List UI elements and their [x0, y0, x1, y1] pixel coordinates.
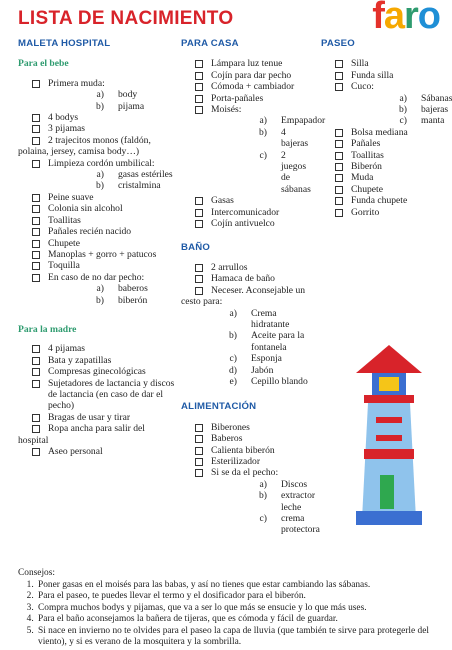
sub-item-marker: a) [259, 115, 267, 127]
lighthouse-stripe [364, 449, 414, 459]
item-label: Bragas de usar y tirar [48, 411, 131, 423]
sub-item [259, 513, 320, 536]
item-label: Hamaca de baño [211, 273, 275, 285]
item-label: Cuco: [351, 81, 374, 93]
checklist-item[interactable] [18, 135, 176, 158]
checklist-item[interactable] [181, 195, 311, 206]
item-label: Cojín antivuelco [211, 218, 275, 230]
checklist-item[interactable] [321, 81, 452, 127]
sub-item [259, 115, 326, 127]
item-label: Moisés: [211, 104, 242, 116]
sub-item [96, 295, 176, 306]
sub-item-label: body [118, 89, 138, 101]
item-label: Cómoda + cambiador [211, 81, 295, 93]
item-label: Gasas [211, 195, 234, 207]
sub-item-marker: c) [259, 513, 267, 525]
item-label: Calienta biberón [211, 444, 275, 456]
item-label: Compresas ginecológicas [48, 366, 146, 378]
sub-item [229, 365, 311, 376]
sub-item [399, 115, 443, 126]
checklist-item[interactable] [181, 207, 311, 218]
sub-item [229, 353, 311, 364]
item-label: Sujetadores de lactancia y discos de lactancia (en caso de dar el pecho) [48, 377, 175, 412]
checklist-item[interactable] [181, 433, 311, 444]
consejo-item: 4. Para el baño aconsejamos la bañera de tijeras, que es cómoda y fácil de guardar. [36, 614, 438, 626]
consejo-item: 5. Si nace en invierno no te olvides para el paseo la capa de lluvia (que también te sirve para protegerle del viento), y si es verano de la mosquitera y la sombrilla. [36, 626, 438, 649]
logo-letter-o: o [417, 0, 440, 37]
checklist-item[interactable] [181, 70, 311, 81]
sub-item [259, 150, 311, 196]
sub-item-marker: a) [229, 307, 237, 319]
checklist-item[interactable] [18, 192, 176, 203]
checklist-item[interactable] [18, 203, 176, 214]
checklist-item[interactable] [18, 249, 176, 260]
checklist-item[interactable] [18, 343, 176, 354]
checklist-item[interactable] [18, 355, 176, 366]
consejo-item: 1. Poner gasas en el moisés para las babas, y así no tienes que estar cambiando las sábanas. [36, 580, 438, 592]
item-label: 2 arrullos [211, 261, 248, 273]
checklist-item[interactable] [18, 112, 176, 123]
item-label: Primera muda: [48, 77, 105, 89]
checklist-item[interactable] [321, 58, 443, 69]
checklist-item[interactable] [181, 467, 320, 536]
sub-item-label: gasas estériles [118, 169, 173, 181]
lighthouse-gallery [364, 395, 414, 403]
item-label: Neceser. Aconsejable un cesto para: [181, 284, 306, 308]
item-label: Lámpara luz tenue [211, 58, 283, 70]
sub-item [229, 330, 311, 353]
sub-item-label: crema protectora [281, 513, 320, 536]
section-heading-paseo: PASEO [321, 38, 355, 49]
checklist-item[interactable] [321, 150, 443, 161]
sub-item [399, 104, 449, 116]
sub-item-label: 2 juegos de sábanas [281, 149, 311, 195]
checklist-item[interactable] [181, 456, 311, 467]
subsection-heading-bebe: Para el bebe [18, 58, 69, 70]
sub-item-marker: b) [399, 104, 407, 116]
column-paseo [321, 38, 452, 218]
checklist-item[interactable] [321, 172, 443, 183]
sub-item [96, 180, 176, 191]
consejo-item: 3. Compra muchos bodys y pijamas, que va a ser lo que más se ensucie y lo que más uses. [36, 603, 438, 615]
sub-item-label: baberos [118, 283, 148, 295]
checklist-item[interactable] [181, 104, 326, 195]
sub-item [399, 92, 452, 104]
item-label: En caso de no dar pecho: [48, 271, 145, 283]
item-label: Aseo personal [48, 446, 103, 457]
checklist-item[interactable] [181, 262, 311, 273]
sub-list [211, 115, 326, 195]
sub-item-marker: b) [96, 294, 104, 306]
checklist-item[interactable] [18, 238, 176, 249]
item-label: Porta-pañales [211, 92, 264, 104]
sub-item [96, 89, 176, 100]
checklist-item[interactable] [18, 215, 176, 226]
sub-item-marker: e) [229, 375, 237, 387]
checklist-item[interactable] [18, 272, 176, 306]
item-label: Pañales [351, 138, 381, 150]
sub-item-marker: c) [229, 353, 237, 365]
sub-list [351, 92, 452, 127]
checklist-item[interactable] [321, 195, 443, 206]
lighthouse-illustration [354, 343, 424, 533]
item-label: Biberones [211, 421, 250, 433]
sub-item [96, 169, 176, 180]
checklist-madre [18, 343, 176, 457]
sub-item-label: Jabón [251, 364, 274, 376]
checklist-item[interactable] [18, 378, 176, 412]
sub-item [229, 308, 311, 331]
sub-item-marker: b) [259, 126, 267, 138]
lighthouse-roof [356, 345, 422, 373]
checklist-item[interactable] [321, 70, 443, 81]
item-label: Esterilizador [211, 456, 261, 467]
sub-list [48, 283, 176, 306]
consejos-heading: Consejos: [18, 568, 55, 578]
sub-item-label: Discos [281, 478, 308, 490]
sub-item-marker: b) [229, 330, 237, 342]
item-label: Cojín para dar pecho [211, 69, 292, 81]
faro-logo [372, 0, 440, 36]
sub-item-marker: b) [96, 100, 104, 112]
item-label: Toallitas [48, 214, 81, 226]
checklist-paseo [321, 58, 452, 218]
checklist-item[interactable] [321, 207, 443, 218]
sub-item-marker: a) [96, 169, 104, 181]
sub-item-marker: a) [96, 283, 104, 295]
item-label: Pañales recién nacido [48, 226, 132, 238]
checklist-item[interactable] [181, 445, 311, 456]
checklist-alimentacion [181, 421, 320, 536]
item-label: Bolsa mediana [351, 126, 408, 138]
logo-letter-a: a [383, 0, 404, 37]
item-label: Funda chupete [351, 195, 408, 207]
sub-item [96, 283, 176, 294]
section-heading-alimentacion: ALIMENTACIÓN [181, 401, 257, 413]
section-heading-maleta: MALETA HOSPITAL [18, 38, 111, 49]
checklist-item[interactable] [321, 184, 443, 195]
item-label: 4 pijamas [48, 343, 86, 355]
sub-item-marker: c) [399, 115, 407, 127]
sub-item-label: Esponja [251, 353, 282, 365]
lighthouse-base [356, 511, 422, 525]
item-label: Baberos [211, 433, 243, 445]
sub-item-marker: a) [96, 89, 104, 101]
consejo-item: 2. Para el paseo, te puedes llevar el termo y el dosificador para el biberón. [36, 591, 438, 603]
checklist-item[interactable] [18, 446, 176, 457]
item-label: Chupete [351, 183, 383, 195]
item-label: Intercomunicador [211, 206, 280, 218]
sub-list [211, 478, 320, 536]
checklist-item[interactable] [181, 58, 311, 69]
logo-letter-f: f [372, 0, 384, 37]
sub-item-label: bajeras [421, 104, 449, 116]
item-label: 2 trajecitos monos (faldón, polaina, jersey, camisa body…) [18, 134, 151, 158]
checklist-item[interactable] [181, 422, 311, 433]
sub-item-label: Aceite para la fontanela [251, 330, 305, 353]
page-title: LISTA DE NACIMIENTO [18, 8, 234, 29]
logo-letter-r: r [403, 0, 418, 37]
sub-item [229, 376, 311, 387]
checklist-item[interactable] [18, 260, 176, 271]
subsection-heading-madre: Para la madre [18, 323, 77, 335]
sub-item-marker: d) [229, 364, 237, 376]
item-label: Colonia sin alcohol [48, 203, 123, 215]
item-label: Funda silla [351, 69, 394, 81]
item-label: Gorrito [351, 206, 380, 218]
item-label: 4 bodys [48, 112, 79, 124]
item-label: Biberón [351, 161, 382, 173]
sub-item-label: Cepillo blando [251, 375, 308, 387]
sub-item [259, 127, 311, 150]
consejos-section [18, 568, 438, 649]
checklist-item[interactable] [18, 123, 176, 134]
section-heading-casa: PARA CASA [181, 38, 239, 49]
sub-item-marker: a) [399, 92, 407, 104]
item-label: Muda [351, 172, 374, 184]
checklist-item[interactable] [321, 138, 443, 149]
sub-item-marker: a) [259, 478, 267, 490]
checklist-item[interactable] [181, 273, 311, 284]
sub-item-label: Crema hidratante [251, 307, 290, 330]
checklist-item[interactable] [18, 158, 176, 192]
item-label: Toquilla [48, 260, 80, 272]
checklist-bebe [18, 78, 176, 306]
sub-item-label: cristalmina [118, 180, 161, 192]
checklist-item[interactable] [18, 423, 176, 446]
checklist-casa [181, 58, 326, 230]
sub-item-label: manta [421, 115, 445, 127]
sub-item-label: biberón [118, 294, 148, 306]
sub-item-label: Sábanas [421, 92, 452, 104]
column-maleta-hospital [18, 38, 176, 457]
sub-item [96, 101, 176, 112]
sub-list [48, 89, 176, 112]
sub-item [259, 479, 311, 490]
column-para-casa [181, 38, 326, 536]
checklist-item[interactable] [18, 78, 176, 112]
sub-list [181, 308, 311, 388]
item-label: Peine suave [48, 191, 94, 203]
item-label: Limpieza cordón umbilical: [48, 157, 155, 169]
checklist-item[interactable] [18, 412, 176, 423]
checklist-item[interactable] [181, 81, 311, 92]
sub-item-label: 4 bajeras [281, 126, 309, 150]
section-heading-bano: BAÑO [181, 241, 211, 253]
sub-item-marker: c) [259, 149, 267, 161]
sub-list [48, 169, 176, 192]
item-label: Silla [351, 58, 369, 70]
checklist-bano [181, 262, 311, 387]
item-label: Ropa ancha para salir del hospital [18, 423, 145, 446]
checklist-item[interactable] [321, 127, 443, 138]
lighthouse-door [380, 475, 394, 509]
checklist-item[interactable] [181, 285, 311, 388]
sub-item-label: Empapador [281, 115, 326, 127]
item-label: Bata y zapatillas [48, 354, 112, 366]
item-label: Si se da el pecho: [211, 467, 279, 479]
item-label: Toallitas [351, 149, 384, 161]
sub-item-marker: b) [96, 180, 104, 192]
checklist-item[interactable] [18, 366, 176, 377]
lighthouse-window-top [376, 417, 402, 423]
checklist-item[interactable] [321, 161, 443, 172]
lighthouse-window-mid [376, 435, 402, 441]
checklist-item[interactable] [181, 93, 311, 104]
checklist-item[interactable] [18, 226, 176, 237]
sub-item-marker: b) [259, 490, 267, 502]
sub-item-label: extractor leche [281, 490, 316, 513]
sub-item-label: pijama [118, 100, 145, 112]
sub-item [259, 490, 316, 513]
consejos-list [18, 580, 438, 649]
lighthouse-lantern-window [379, 377, 399, 391]
item-label: Manoplas + gorro + patucos [48, 248, 157, 260]
item-label: Chupete [48, 237, 80, 249]
checklist-item[interactable] [181, 218, 311, 229]
item-label: 3 pijamas [48, 123, 86, 135]
